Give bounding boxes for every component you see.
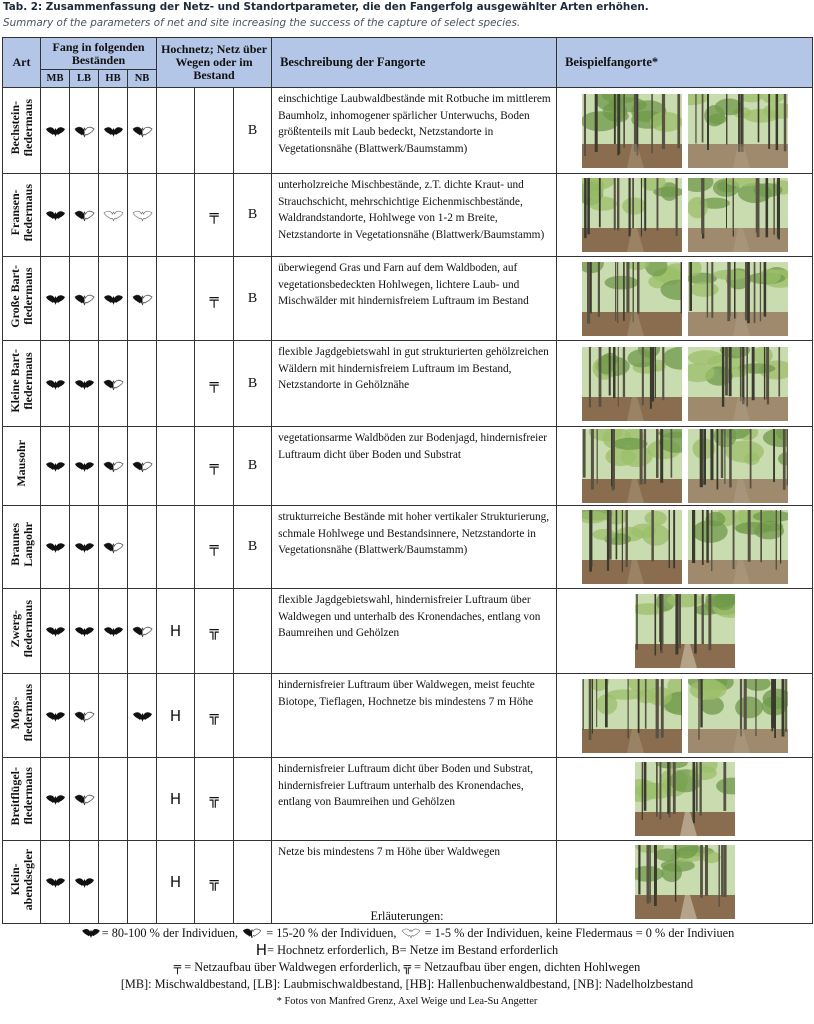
hochnetz-cell bbox=[157, 506, 195, 589]
mb-cell bbox=[41, 341, 70, 427]
legend-hochnetz-text: = Hochnetz erforderlich, B= Netze im Bestand erforderlich bbox=[267, 943, 559, 957]
net-in-stand-cell: B bbox=[234, 174, 272, 257]
header-art: Art bbox=[3, 38, 41, 88]
forest-photo bbox=[582, 178, 682, 252]
header-fang: Fang in folgenden Beständen bbox=[41, 38, 157, 70]
hochnetz-cell: H bbox=[157, 841, 195, 924]
forest-photo bbox=[688, 510, 788, 584]
nb-cell bbox=[128, 341, 157, 427]
site-description: flexible Jagdgebietswahl, hindernisfreier Luftraum über Waldwegen und unterhalb des Kronendaches, entlang von Baumreihen und Gehölzen bbox=[272, 589, 557, 674]
bat-partial-icon bbox=[128, 292, 156, 306]
species-name: Mausohr bbox=[14, 440, 28, 487]
table-caption-title: Tab. 2: Zusammenfassung der Netz- und Standortparameter, die den Fangerfolg ausgewählter Arten erhöhen. bbox=[3, 1, 649, 13]
nb-cell bbox=[128, 427, 157, 506]
bat-full-icon bbox=[70, 875, 98, 889]
table-row bbox=[3, 589, 813, 674]
nb-cell bbox=[128, 257, 157, 341]
legend bbox=[0, 908, 814, 1010]
net-in-stand-cell bbox=[234, 589, 272, 674]
bat-partial-icon bbox=[128, 624, 156, 638]
table-body bbox=[3, 88, 813, 924]
legend-full-text: = 80-100 % der Individuen, bbox=[101, 926, 239, 940]
species-name: Braunes Langohr bbox=[7, 522, 35, 567]
species-cell bbox=[3, 427, 41, 506]
legend-line-wege bbox=[0, 959, 814, 976]
species-cell bbox=[3, 174, 41, 257]
lb-cell bbox=[70, 88, 99, 174]
net-in-stand-cell: B bbox=[234, 427, 272, 506]
bat-full-icon bbox=[70, 540, 98, 554]
lb-cell bbox=[70, 506, 99, 589]
net-over-path-cell: ╤ bbox=[195, 174, 234, 257]
site-description: Netze bis mindestens 7 m Höhe über Waldwegen bbox=[272, 841, 557, 924]
site-description: strukturreiche Bestände mit hoher vertikaler Strukturierung, schmale Hohlwege und Bestandsinnere, Netzstandorte in Vegetationsnähe (Blattwerk/Baumstamm) bbox=[272, 506, 557, 589]
species-name: Mops- fledermaus bbox=[7, 684, 35, 742]
legend-partial-text: = 15-20 % der Individuen, bbox=[266, 926, 397, 940]
site-description: flexible Jagdgebietswahl in gut strukturierten gehölzreichen Wäldern mit hindernisfreiem Luftraum im Bestand, Netzstandorte in Gehölznähe bbox=[272, 341, 557, 427]
example-photos-cell bbox=[557, 506, 813, 589]
site-description: unterholzreiche Mischbestände, z.T. dichte Kraut- und Strauchschicht, mehrschichtige Eichenmischbestände, Waldrandstandorte, Hohlwege von 1-2 m Breite, Netzstandorte in Vegetationsnähe (Blattwerk/Baumstamm) bbox=[272, 174, 557, 257]
site-description: hindernisfreier Luftraum über Waldwegen, meist feuchte Biotope, Tieflagen, Hochnetze bis mindestens 7 m Höhe bbox=[272, 674, 557, 758]
net-over-path-cell: ╦ bbox=[195, 758, 234, 841]
species-cell bbox=[3, 506, 41, 589]
net-over-path-cell bbox=[195, 88, 234, 174]
example-photos-cell bbox=[557, 758, 813, 841]
hb-cell bbox=[99, 589, 128, 674]
bat-partial-icon bbox=[70, 792, 98, 806]
hochnetz-cell: H bbox=[157, 674, 195, 758]
mb-cell bbox=[41, 506, 70, 589]
forest-photo bbox=[688, 347, 788, 421]
hb-cell bbox=[99, 506, 128, 589]
bat-full-icon bbox=[70, 459, 98, 473]
hochnetz-cell bbox=[157, 257, 195, 341]
species-cell bbox=[3, 341, 41, 427]
legend-outline-text: = 1-5 % der Individuen, keine Fledermaus = 0 % der Indiviuen bbox=[424, 926, 735, 940]
bat-full-icon bbox=[41, 792, 69, 806]
bat-full-icon bbox=[70, 624, 98, 638]
legend-line-bats bbox=[0, 925, 814, 942]
bat-partial-icon bbox=[70, 709, 98, 723]
example-photos-cell bbox=[557, 174, 813, 257]
header-beschreibung: Beschreibung der Fangorte bbox=[272, 38, 557, 88]
forest-photo bbox=[688, 679, 788, 753]
legend-title: Erläuterungen: bbox=[370, 909, 444, 923]
bat-partial-icon bbox=[70, 124, 98, 138]
legend-hohlweg-text: = Netzaufbau über engen, dichten Hohlwegen bbox=[414, 960, 641, 974]
table-row bbox=[3, 427, 813, 506]
bat-outline-icon bbox=[128, 208, 156, 222]
hb-cell bbox=[99, 174, 128, 257]
table-row bbox=[3, 506, 813, 589]
bat-full-icon bbox=[41, 459, 69, 473]
bat-full-icon bbox=[41, 292, 69, 306]
example-photos-cell bbox=[557, 341, 813, 427]
nb-cell bbox=[128, 174, 157, 257]
bat-partial-icon bbox=[99, 540, 127, 554]
hochnetz-cell: H bbox=[157, 589, 195, 674]
lb-cell bbox=[70, 589, 99, 674]
nb-cell bbox=[128, 674, 157, 758]
mb-cell bbox=[41, 427, 70, 506]
net-in-stand-cell: B bbox=[234, 506, 272, 589]
net-in-stand-cell bbox=[234, 674, 272, 758]
bat-partial-icon bbox=[70, 208, 98, 222]
bat-full-icon bbox=[99, 124, 127, 138]
net-over-path-cell: ╦ bbox=[195, 841, 234, 924]
bat-full-icon bbox=[99, 292, 127, 306]
table-row bbox=[3, 341, 813, 427]
forest-photo bbox=[688, 429, 788, 503]
hb-cell bbox=[99, 341, 128, 427]
header-hb: HB bbox=[99, 70, 128, 88]
bat-full-icon bbox=[70, 377, 98, 391]
hochnetz-cell: H bbox=[157, 758, 195, 841]
forest-photo bbox=[688, 94, 788, 168]
bat-partial-icon bbox=[99, 459, 127, 473]
header-lb: LB bbox=[70, 70, 99, 88]
species-name: Große Bart- fledermaus bbox=[7, 264, 35, 328]
hb-cell bbox=[99, 88, 128, 174]
forest-photo bbox=[635, 594, 735, 668]
bat-full-icon bbox=[80, 926, 102, 940]
site-description: vegetationsarme Waldböden zur Bodenjagd, hindernisfreier Luftraum dicht über Boden und Substrat bbox=[272, 427, 557, 506]
header-nb: NB bbox=[128, 70, 157, 88]
mb-cell bbox=[41, 758, 70, 841]
site-description: einschichtige Laubwaldbestände mit Rotbuche im mittlerem Baumholz, inhomogener spärlicher Unterwuchs, Boden größtenteils mit Laub bedeckt, Netzstandorte in Vegetationsnähe (Blattwerk/Baumstamm) bbox=[272, 88, 557, 174]
lb-cell bbox=[70, 341, 99, 427]
nb-cell bbox=[128, 506, 157, 589]
species-name: Breitflügel- fledermaus bbox=[7, 767, 35, 826]
example-photos-cell bbox=[557, 589, 813, 674]
forest-photo bbox=[635, 762, 735, 836]
bat-full-icon bbox=[99, 624, 127, 638]
species-name: Kleine Bart- fledermaus bbox=[7, 349, 35, 413]
bat-full-icon bbox=[41, 875, 69, 889]
bat-full-icon bbox=[41, 124, 69, 138]
nb-cell bbox=[128, 88, 157, 174]
net-over-hollow-icon: ╦ bbox=[403, 960, 412, 974]
bat-partial-icon bbox=[128, 124, 156, 138]
bat-full-icon bbox=[41, 377, 69, 391]
example-photos-cell bbox=[557, 88, 813, 174]
header-beispiel: Beispielfangorte* bbox=[557, 38, 813, 88]
legend-wege-text: = Netzaufbau über Waldwegen erforderlich, bbox=[184, 960, 401, 974]
bat-full-icon bbox=[128, 709, 156, 723]
net-in-stand-cell: B bbox=[234, 341, 272, 427]
bat-partial-icon bbox=[99, 377, 127, 391]
species-name: Zwerg- fledermaus bbox=[7, 599, 35, 658]
bat-outline-icon bbox=[400, 926, 422, 940]
site-description: hindernisfreier Luftraum dicht über Boden und Substrat, hindernisfreier Luftraum unterhalb des Kronendaches, entlang von Baumreihen und Gehölzen bbox=[272, 758, 557, 841]
hochnetz-cell bbox=[157, 341, 195, 427]
bat-partial-icon bbox=[128, 459, 156, 473]
table-row bbox=[3, 674, 813, 758]
species-cell bbox=[3, 88, 41, 174]
hochnetz-cell bbox=[157, 88, 195, 174]
net-over-path-cell: ╤ bbox=[195, 427, 234, 506]
lb-cell bbox=[70, 758, 99, 841]
summary-table bbox=[2, 37, 813, 924]
forest-photo bbox=[582, 94, 682, 168]
forest-photo bbox=[582, 679, 682, 753]
hb-cell bbox=[99, 758, 128, 841]
example-photos-cell bbox=[557, 427, 813, 506]
nb-cell bbox=[128, 589, 157, 674]
bat-full-icon bbox=[41, 540, 69, 554]
hochnetz-cell bbox=[157, 174, 195, 257]
hb-cell bbox=[99, 427, 128, 506]
table-row bbox=[3, 88, 813, 174]
species-cell bbox=[3, 257, 41, 341]
net-in-stand-cell bbox=[234, 758, 272, 841]
bat-partial-icon bbox=[70, 292, 98, 306]
header-mb: MB bbox=[41, 70, 70, 88]
net-over-path-cell: ╦ bbox=[195, 674, 234, 758]
forest-photo bbox=[582, 429, 682, 503]
legend-line-hochnetz bbox=[0, 942, 814, 959]
bat-full-icon bbox=[41, 709, 69, 723]
bat-full-icon bbox=[41, 208, 69, 222]
forest-photo bbox=[582, 347, 682, 421]
bat-partial-icon bbox=[241, 926, 263, 940]
net-in-stand-cell: B bbox=[234, 257, 272, 341]
forest-photo bbox=[688, 262, 788, 336]
mb-cell bbox=[41, 88, 70, 174]
net-over-path-cell: ╤ bbox=[195, 506, 234, 589]
mb-cell bbox=[41, 674, 70, 758]
legend-line-abbrev: [MB]: Mischwaldbestand, [LB]: Laubmischwaldbestand, [HB]: Hallenbuchenwaldbestand, [NB]: Nadelholzbestand bbox=[120, 977, 694, 991]
mb-cell bbox=[41, 257, 70, 341]
lb-cell bbox=[70, 174, 99, 257]
table-row bbox=[3, 257, 813, 341]
table-row bbox=[3, 174, 813, 257]
species-name: Fransen- fledermaus bbox=[7, 183, 35, 242]
net-over-path-icon: ╤ bbox=[173, 960, 182, 974]
hochnetz-icon: H bbox=[255, 941, 268, 959]
forest-photo bbox=[688, 178, 788, 252]
species-cell bbox=[3, 758, 41, 841]
table-row bbox=[3, 758, 813, 841]
lb-cell bbox=[70, 257, 99, 341]
hb-cell bbox=[99, 257, 128, 341]
example-photos-cell bbox=[557, 674, 813, 758]
table-caption-subtitle: Summary of the parameters of net and site increasing the success of the capture of select species. bbox=[3, 17, 521, 29]
hb-cell bbox=[99, 674, 128, 758]
mb-cell bbox=[41, 174, 70, 257]
nb-cell bbox=[128, 758, 157, 841]
net-over-path-cell: ╦ bbox=[195, 589, 234, 674]
species-cell bbox=[3, 589, 41, 674]
net-over-path-cell: ╤ bbox=[195, 341, 234, 427]
species-name: Bechstein- fledermaus bbox=[7, 99, 35, 157]
lb-cell bbox=[70, 674, 99, 758]
hochnetz-cell bbox=[157, 427, 195, 506]
site-description: überwiegend Gras und Farn auf dem Waldboden, auf vegetationsbedeckten Hohlwegen, lichtere Laub- und Mischwälder mit hindernisfreiem Luftraum im Bestand bbox=[272, 257, 557, 341]
species-cell bbox=[3, 674, 41, 758]
species-name: Klein- abendsegler bbox=[7, 848, 35, 911]
net-in-stand-cell: B bbox=[234, 88, 272, 174]
net-over-path-cell: ╤ bbox=[195, 257, 234, 341]
bat-full-icon bbox=[41, 624, 69, 638]
header-hochnetz: Hochnetz; Netz über Wegen oder im Bestand bbox=[157, 38, 272, 88]
legend-line-photos: * Fotos von Manfred Grenz, Axel Weige und Lea-Su Angetter bbox=[276, 996, 538, 1007]
lb-cell bbox=[70, 427, 99, 506]
forest-photo bbox=[582, 510, 682, 584]
bat-outline-icon bbox=[99, 208, 127, 222]
example-photos-cell bbox=[557, 257, 813, 341]
forest-photo bbox=[582, 262, 682, 336]
mb-cell bbox=[41, 589, 70, 674]
